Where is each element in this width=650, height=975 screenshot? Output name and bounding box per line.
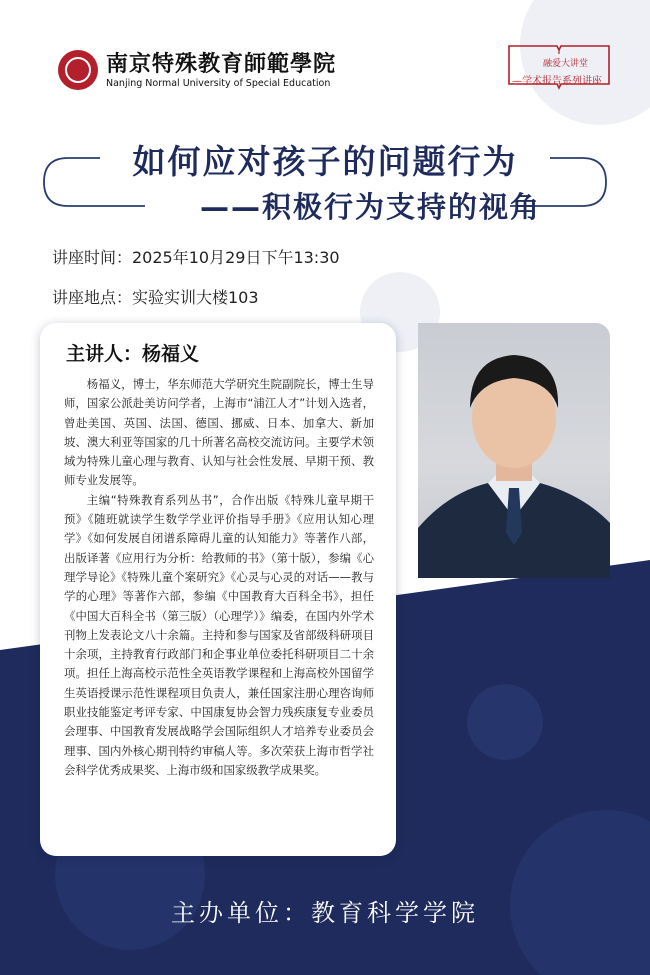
university-name-en: Nanjing Normal University of Special Education bbox=[106, 77, 331, 89]
lecture-title: 如何应对孩子的问题行为 bbox=[132, 142, 518, 181]
speaker-card bbox=[40, 323, 396, 856]
badge-line2: —学术报告系列讲座 bbox=[512, 76, 602, 87]
speaker-portrait bbox=[418, 323, 610, 578]
lecture-subtitle: ——积极行为支持的视角 bbox=[200, 190, 542, 224]
speaker-bio bbox=[64, 375, 374, 780]
lecture-time: 讲座时间：2025年10月29日下午13:30 bbox=[52, 248, 340, 267]
bio-paragraph: 杨福义，博士，华东师范大学研究生院副院长，博士生导师，国家公派赴美访问学者，上海市“浦江人才”计划入选者，曾赴美国、英国、法国、德国、挪威、日本、加拿大、新加坡、澳大利亚等国家的几十所著名高校交流访问。主要学术领域为特殊儿童心理与教育、认知与社会性发展、早期干预、教师专业发展等。 bbox=[64, 377, 374, 488]
speaker-heading: 主讲人：杨福义 bbox=[66, 343, 200, 365]
university-name-cn: 南京特殊教育師範學院 bbox=[106, 50, 337, 77]
lecture-place: 讲座地点：实验实训大楼103 bbox=[52, 288, 259, 307]
bio-paragraph: 主编“特殊教育系列丛书”，合作出版《特殊儿童早期干预》《随班就读学生数学学业评价指导手册》《应用认知心理学》《如何发展自闭谱系障碍儿童的认知能力》等著作八部，出版译著《应用行为分析：给教师的书》（第十版），参编《心理学导论》《特殊儿童个案研究》《心灵与心灵的对话——教与学的心理》等著作六部，参编《中国教育大百科全书》，担任《中国大百科全书（第三版）（心理学）》编委，在国内外学术刊物上发表论文八十余篇。主持和参与国家及省部级科研项目十余项，主持教育行政部门和企事业单位委托科研项目二十余项。担任上海高校示范性全英语教学课程和上海高校外国留学生英语授课示范性课程项目负责人，兼任国家注册心理咨询师职业技能鉴定考评专家、中国康复协会智力残疾康复专业委员会理事、中国教育发展战略学会国际组织人才培养专业委员会理事、国内外核心期刊特约审稿人等。多次荣获上海市哲学社会科学优秀成果奖、上海市级和国家级教学成果奖。 bbox=[64, 492, 374, 777]
host-organization: 主办单位：教育科学学院 bbox=[171, 899, 479, 927]
badge-line1: 融爱大讲堂 bbox=[543, 59, 589, 69]
